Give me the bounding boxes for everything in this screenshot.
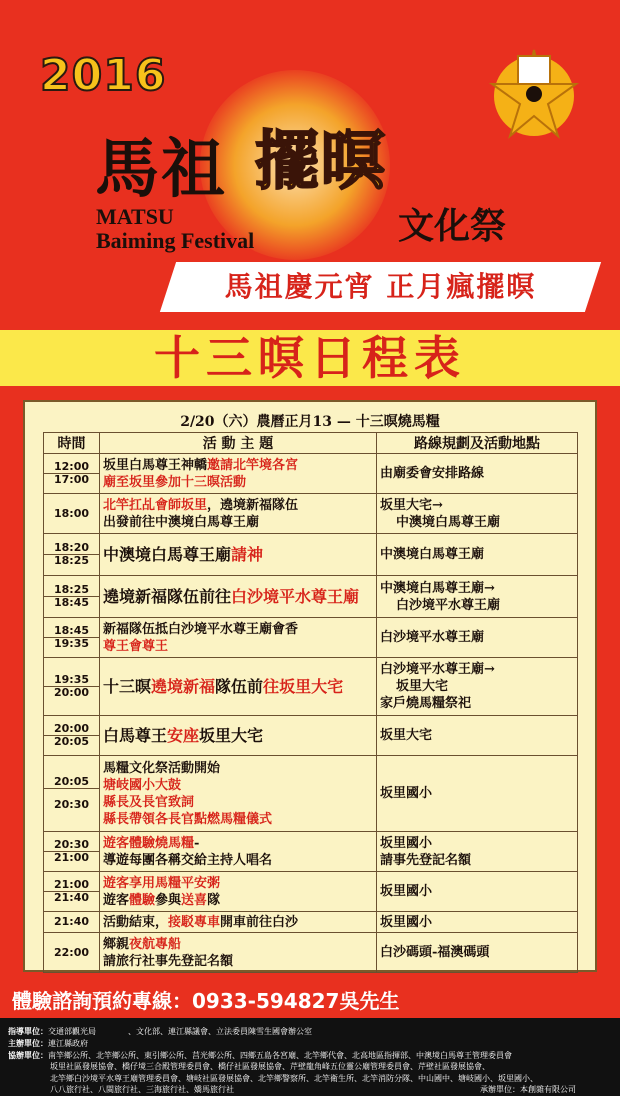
activity-text: 中澳境白馬尊王廟 — [103, 544, 232, 564]
start-time: 20:30 — [44, 839, 99, 852]
location-text: 坂里大宅 — [380, 728, 433, 743]
location-text: 中澳境白馬尊王廟 — [380, 547, 485, 562]
location-text: 家戶燒馬糧祭祀 — [380, 696, 472, 711]
time-cell — [44, 933, 100, 973]
start-time: 19:35 — [44, 674, 99, 687]
activity-text: 坂 — [199, 725, 216, 745]
table-row — [44, 716, 578, 756]
time-cell — [44, 716, 100, 756]
table-row — [44, 534, 578, 576]
location-text: 坂里國小 — [380, 884, 433, 899]
activity-text: 遶境新福隊伍前往 — [103, 586, 232, 606]
activity-highlight: 安座 — [167, 725, 200, 745]
activity-text: 里大宅 — [215, 725, 264, 745]
location-cell — [377, 933, 578, 973]
start-time: 21:40 — [53, 915, 89, 928]
location-text: 坂里國小 — [380, 835, 433, 851]
activity-text: 開車前往白沙 — [220, 914, 299, 930]
activity-highlight: 送喜 — [181, 892, 208, 908]
location-text: 坂里國小 — [380, 914, 433, 930]
activity-cell — [100, 832, 377, 872]
time-cell — [44, 832, 100, 872]
start-time: 18:45 — [44, 625, 99, 638]
activity-text: 隊 — [207, 892, 221, 908]
end-time: 17:00 — [53, 473, 89, 486]
time-cell — [44, 534, 100, 576]
activity-cell — [100, 534, 377, 576]
footer-line: 北竿鄉白沙境平水尊王廟管理委員會、塘岐社區發展協會、北竿鄉警察所、北竿衛生所、北竿消防分隊、中山國中、塘岐國小、坂里國小、 — [50, 1074, 538, 1083]
location-text: 白沙境平水尊王廟 — [380, 630, 485, 645]
activity-text: 出發前往中澳境白馬尊王廟 — [103, 514, 260, 530]
start-time: 22:00 — [53, 945, 89, 959]
time-cell — [44, 912, 100, 933]
location-cell — [377, 872, 578, 912]
activity-cell — [100, 658, 377, 716]
location-cell — [377, 658, 578, 716]
activity-highlight: 請神 — [231, 544, 264, 564]
column-header-activity: 活 動 主 題 — [100, 433, 377, 454]
activity-highlight: 坂里大宅 — [279, 676, 344, 696]
activity-text: 導遊每團各稱交給主持人唱名 — [103, 852, 273, 868]
schedule-title: 十三暝日程表 — [154, 331, 466, 385]
start-time: 20:05 — [44, 776, 99, 789]
activity-highlight: 北竿扛乩會師 — [103, 497, 182, 513]
table-row — [44, 912, 578, 933]
start-time: 18:25 — [44, 584, 99, 597]
table-header-row — [44, 433, 578, 454]
footer-line: 指導單位：交通部觀光局 、文化部、連江縣議會、立法委員陳雪生國會辦公室 — [8, 1026, 312, 1036]
activity-text: 鄉親 — [103, 936, 130, 952]
end-time: 19:35 — [53, 637, 89, 650]
activity-cell — [100, 576, 377, 618]
time-cell — [44, 494, 100, 534]
activity-text: 請旅行社事先登記名額 — [103, 953, 234, 969]
start-time: 18:20 — [44, 542, 99, 555]
activity-text: 坂里白馬尊王神轎 — [103, 457, 208, 473]
table-row — [44, 933, 578, 973]
contact-hotline: 體驗諮詢預約專線：0933-594827吳先生 — [12, 989, 400, 1013]
title-english-line2: Baiming Festival — [96, 228, 255, 253]
activity-cell — [100, 872, 377, 912]
deity-figure-icon — [478, 36, 590, 148]
table-row — [44, 658, 578, 716]
location-cell — [377, 756, 578, 832]
location-cell — [377, 912, 578, 933]
activity-text: 隊伍前 — [215, 676, 264, 696]
activity-text: 遊客 — [103, 892, 130, 908]
location-cell — [377, 716, 578, 756]
time-cell — [44, 576, 100, 618]
activity-highlight: 坂里 — [181, 497, 208, 513]
end-time: 21:00 — [53, 851, 89, 864]
activity-text: 馬糧文化祭活動開始 — [103, 760, 221, 776]
end-time: 18:45 — [53, 596, 89, 609]
year-label: 2016 — [40, 50, 167, 101]
activity-text: 白馬尊王 — [103, 725, 168, 745]
table-row — [44, 576, 578, 618]
location-cell — [377, 576, 578, 618]
end-time: 18:25 — [53, 554, 89, 567]
subtitle-text: 馬祖慶元宵 正月瘋擺暝 — [224, 270, 537, 303]
end-time: 21:40 — [53, 891, 89, 904]
start-time: 20:00 — [44, 723, 99, 736]
footer-line: 八八旅行社、八閩旅行社、三海旅行社、嬌馬旅行社 — [50, 1085, 234, 1094]
location-text: 白沙境平水尊王廟 — [396, 597, 501, 613]
activity-highlight: 往 — [263, 676, 280, 696]
table-row — [44, 454, 578, 494]
day-header: 2/20（六）農曆正月13 — 十三暝燒馬糧 — [180, 414, 440, 430]
activity-highlight: 夜航專船 — [129, 936, 182, 952]
activity-text: ，遶境新福隊伍 — [207, 497, 299, 513]
activity-highlight: 白沙境平水尊王廟 — [231, 586, 360, 606]
location-cell — [377, 534, 578, 576]
column-header-location: 路線規劃及活動地點 — [377, 433, 578, 454]
start-time: 18:00 — [53, 506, 89, 520]
location-text: 由廟委會安排路線 — [380, 466, 485, 481]
location-cell — [377, 454, 578, 494]
footer-line: 坂里社區發展協會、橋仔境三合殿管理委員會、橋仔社區發展協會、芹壁龍角峰五位靈公廟管理委員會、芹壁社區發展協會、 — [50, 1062, 490, 1071]
activity-cell — [100, 454, 377, 494]
activity-cell — [100, 933, 377, 973]
time-cell — [44, 872, 100, 912]
footer-line: 協辦單位：南竿鄉公所、北竿鄉公所、東引鄉公所、莒光鄉公所、四鄉五島各宮廟、北竿鄉代會、北高地區指揮部、中澳境白馬尊王管理委員會 — [8, 1050, 512, 1060]
activity-highlight: 接駁專車 — [168, 914, 221, 930]
activity-highlight: 塘岐國小大鼓 — [103, 777, 182, 793]
location-text: 白沙境平水尊王廟→ — [380, 662, 495, 677]
table-row — [44, 832, 578, 872]
activity-cell — [100, 716, 377, 756]
end-time: 20:30 — [53, 798, 89, 811]
location-text: 中澳境白馬尊王廟 — [396, 514, 501, 530]
activity-cell — [100, 912, 377, 933]
location-cell — [377, 618, 578, 658]
end-time: 20:00 — [53, 686, 89, 699]
title-matsu: 馬祖 — [95, 132, 227, 207]
activity-highlight: 廟至坂里參加十三暝活動 — [103, 474, 247, 490]
activity-text: 活動結束， — [103, 914, 169, 930]
activity-highlight: 縣長帶領各長官點燃馬糧儀式 — [103, 811, 273, 827]
footer-executor: 承辦單位：本創雜有限公司 — [480, 1085, 576, 1094]
footer-line: 主辦單位：連江縣政府 — [8, 1038, 88, 1048]
activity-highlight: 遊客享用馬糧平安粥 — [103, 875, 221, 891]
activity-highlight: 尊王會尊王 — [103, 638, 169, 654]
location-text: 坂里大宅→ — [380, 497, 443, 513]
time-cell — [44, 618, 100, 658]
sponsor-footer — [0, 1018, 620, 1096]
table-row — [44, 494, 578, 534]
activity-highlight: 邀請北竿境各宮 — [207, 457, 299, 473]
title-baiming: 擺暝 — [255, 124, 387, 199]
time-cell — [44, 454, 100, 494]
location-text: 坂里大宅 — [396, 679, 449, 694]
time-cell — [44, 756, 100, 832]
table-row — [44, 756, 578, 832]
location-text: 中澳境白馬尊王廟→ — [380, 580, 495, 596]
start-time: 12:00 — [44, 461, 99, 474]
location-text: 坂里國小 — [380, 786, 433, 801]
schedule-table — [43, 432, 578, 973]
activity-highlight: 遶境新福 — [151, 676, 216, 696]
start-time: 21:00 — [44, 879, 99, 892]
end-time: 20:05 — [53, 735, 89, 748]
activity-text: 新福隊伍抵白沙境平水尊王廟會香 — [103, 621, 299, 637]
activity-highlight: 體驗 — [129, 892, 156, 908]
location-cell — [377, 494, 578, 534]
activity-highlight: 遊客體驗燒馬糧 — [103, 835, 195, 851]
activity-text: 十三暝 — [103, 676, 152, 696]
table-row — [44, 872, 578, 912]
table-row — [44, 618, 578, 658]
activity-text: 參與 — [155, 892, 182, 908]
location-text: 白沙碼頭-福澳碼頭 — [380, 945, 490, 960]
title-english-line1: MATSU — [96, 204, 174, 229]
activity-highlight: 縣長及長官致詞 — [103, 794, 195, 810]
location-text: 請事先登記名額 — [380, 852, 472, 868]
time-cell — [44, 658, 100, 716]
activity-text: - — [194, 835, 200, 851]
activity-cell — [100, 494, 377, 534]
festival-suffix: 文化祭 — [398, 205, 507, 247]
activity-cell — [100, 618, 377, 658]
activity-cell — [100, 756, 377, 832]
location-cell — [377, 832, 578, 872]
column-header-time: 時間 — [44, 433, 100, 454]
